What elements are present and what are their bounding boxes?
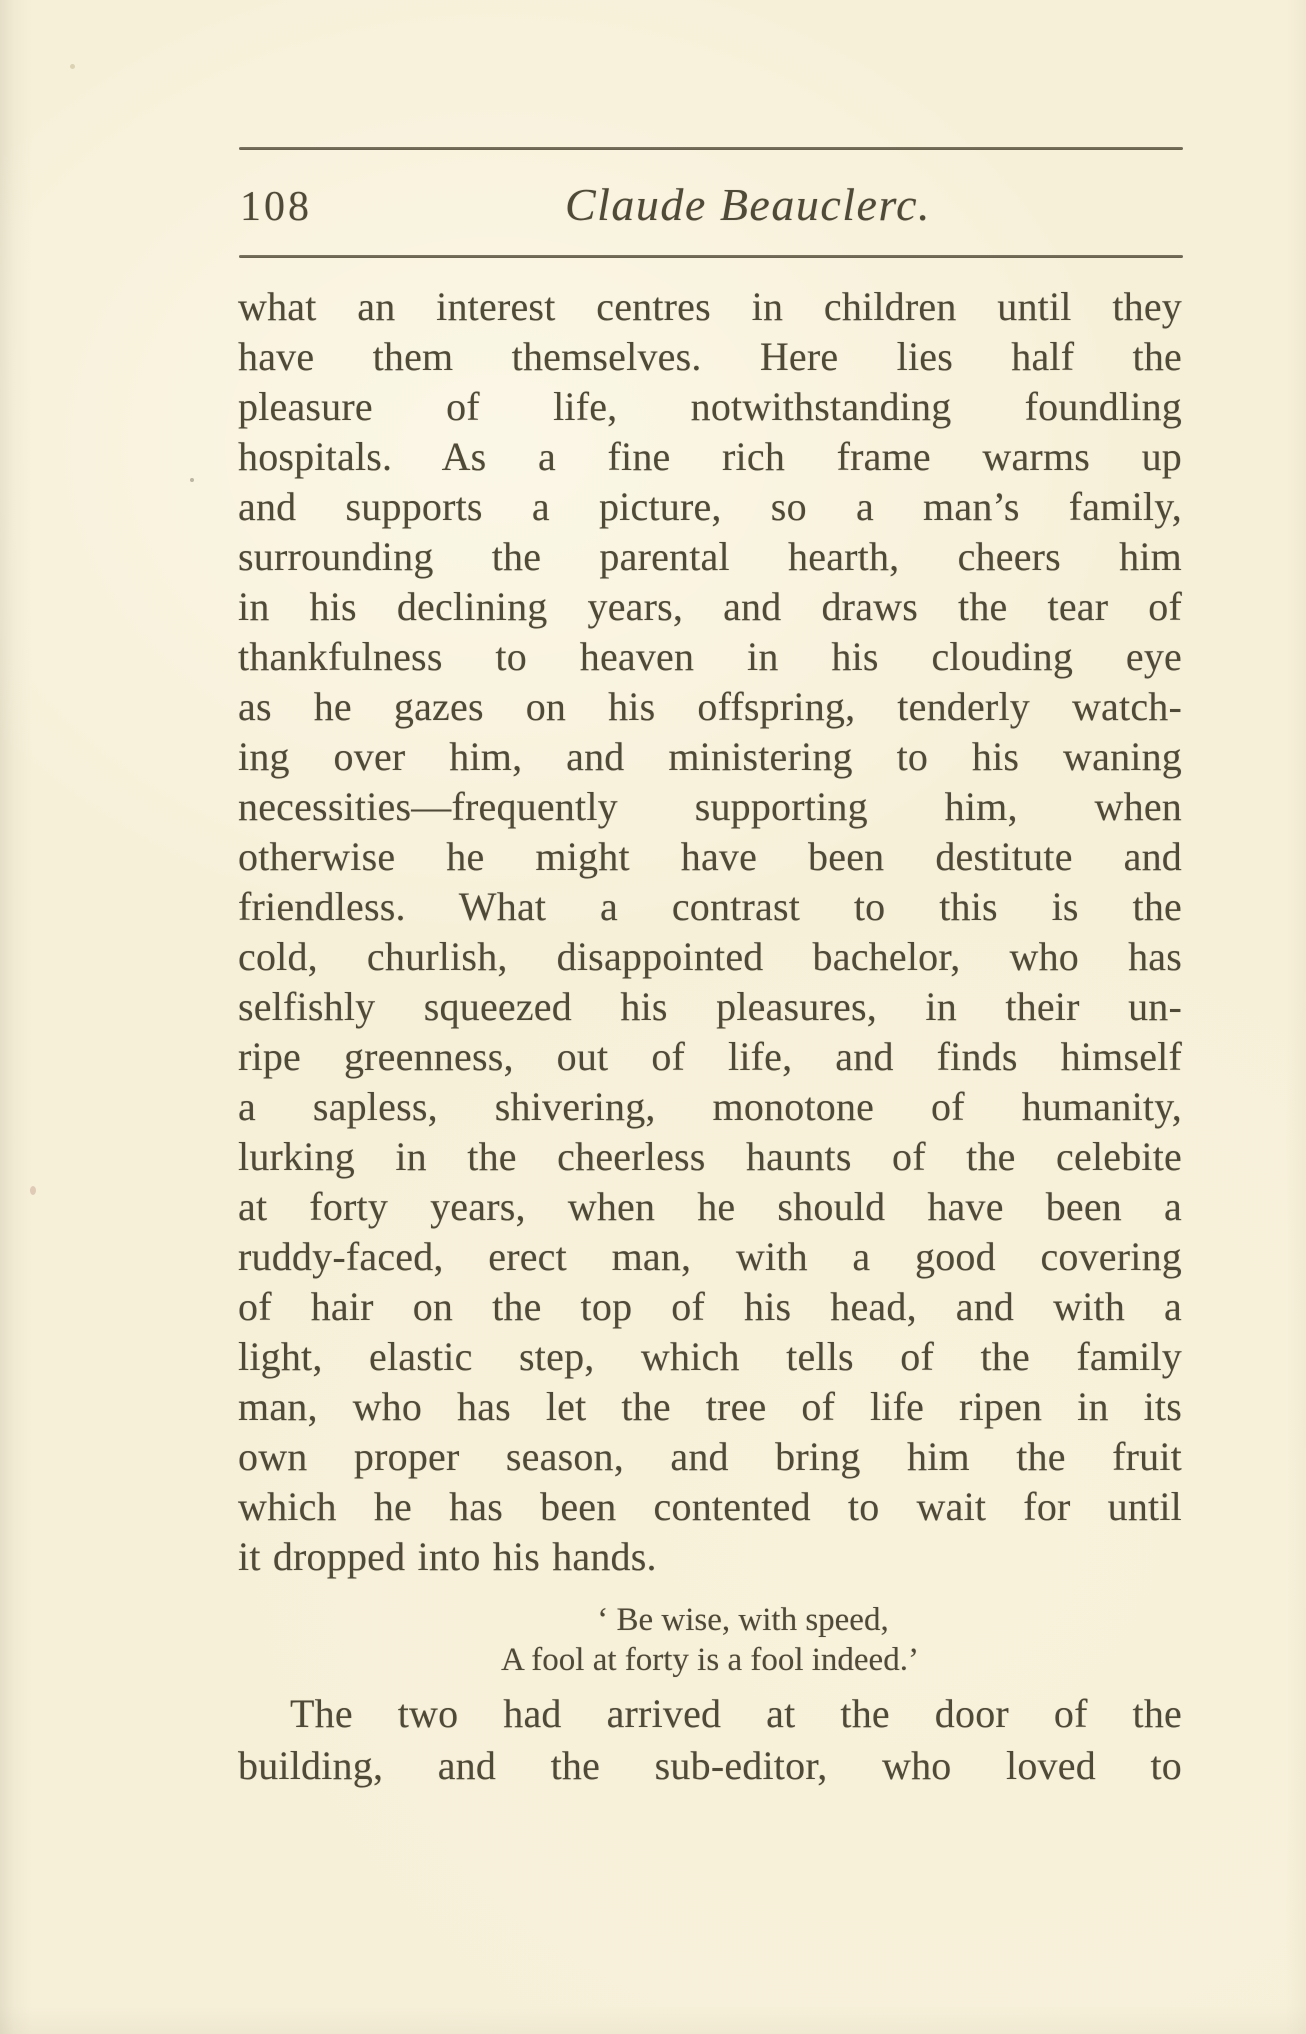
text-line: thankfulness to heaven in his clouding eye [238,634,1182,679]
text-line: selfishly squeezed his pleasures, in their un- [238,984,1182,1029]
text-line: The two had arrived at the door of the [290,1691,1182,1736]
text-line: as he gazes on his offspring, tenderly watch- [238,684,1182,729]
text-line: own proper season, and bring him the fruit [238,1434,1182,1479]
text-line: ing over him, and ministering to his waning [238,734,1182,779]
verse-quote [238,1600,1182,1680]
header-rule-top [239,147,1183,150]
body-text [238,282,1182,1582]
text-line: man, who has let the tree of life ripen in its [238,1384,1182,1429]
text-line: pleasure of life, notwithstanding foundling [238,384,1182,429]
paper-speck [190,478,194,482]
paper-speck [70,64,75,69]
running-title: Claude Beauclerc. [564,179,932,230]
text-line: and supports a picture, so a man’s family, [238,484,1182,529]
text-line: which he has been contented to wait for until [238,1484,1182,1529]
text-line: cold, churlish, disappointed bachelor, who has [238,934,1182,979]
text-line: surrounding the parental hearth, cheers him [238,534,1182,579]
text-line: at forty years, when he should have been a [238,1184,1182,1229]
text-line: of hair on the top of his head, and with a [238,1284,1182,1329]
verse-line: ‘ Be wise, with speed, [597,1602,889,1638]
text-line: in his declining years, and draws the tear of [238,584,1182,629]
running-head [238,178,1182,242]
page-number: 108 [240,184,312,230]
text-line: it dropped into his hands. [238,1534,657,1579]
text-line: what an interest centres in children until they [238,284,1182,329]
text-line: building, and the sub-editor, who loved to [238,1743,1182,1788]
text-line: friendless. What a contrast to this is the [238,884,1182,929]
text-line: ruddy-faced, erect man, with a good covering [238,1234,1182,1279]
paper-speck [30,1186,36,1195]
closing-paragraph [238,1688,1182,1792]
text-line: ripe greenness, out of life, and finds himself [238,1034,1182,1079]
text-line: necessities—frequently supporting him, when [238,784,1182,829]
text-line: a sapless, shivering, monotone of humanity, [238,1084,1182,1129]
verse-line: A fool at forty is a fool indeed.’ [501,1642,919,1678]
text-line: light, elastic step, which tells of the family [238,1334,1182,1379]
text-line: hospitals. As a fine rich frame warms up [238,434,1182,479]
text-line: otherwise he might have been destitute and [238,834,1182,879]
text-line: have them themselves. Here lies half the [238,334,1182,379]
text-line: lurking in the cheerless haunts of the celebite [238,1134,1182,1179]
header-rule-bottom [239,255,1183,258]
